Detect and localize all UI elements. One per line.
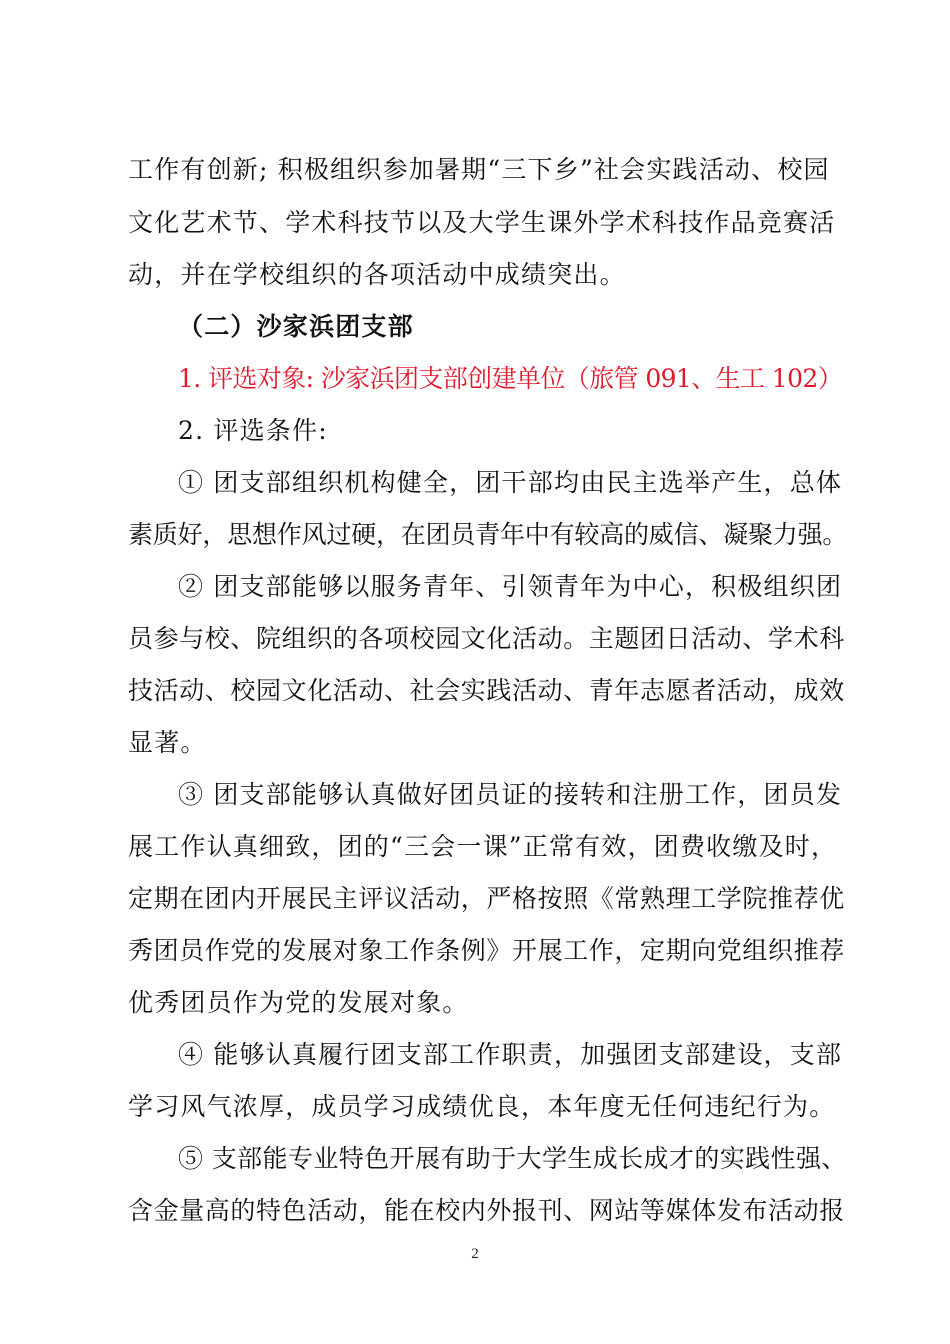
criterion-3-line: ③ 团支部能够认真做好团员证的接转和注册工作，团员发 <box>178 780 843 809</box>
paragraph-line: 文化艺术节、学术科技节以及大学生课外学术科技作品竞赛活 <box>128 208 836 237</box>
criterion-2-line: ② 团支部能够以服务青年、引领青年为中心，积极组织团 <box>178 572 843 601</box>
criterion-3-line: 秀团员作党的发展对象工作条例》开展工作，定期向党组织推荐 <box>128 936 845 965</box>
criterion-4-line: ④ 能够认真履行团支部工作职责，加强团支部建设，支部 <box>178 1040 843 1069</box>
evaluation-criteria-label: 2. 评选条件: <box>178 416 328 445</box>
criterion-4-line: 学习风气浓厚，成员学习成绩优良，本年度无任何违纪行为。 <box>128 1092 836 1121</box>
evaluation-target-line: 1. 评选对象: 沙家浜团支部创建单位（旅管 091、生工 102） <box>178 364 843 393</box>
criterion-5-line: 含金量高的特色活动，能在校内外报刊、网站等媒体发布活动报 <box>128 1196 845 1225</box>
criterion-1-line: ① 团支部组织机构健全，团干部均由民主选举产生，总体 <box>178 468 843 497</box>
section-heading: （二）沙家浜团支部 <box>178 312 414 341</box>
criterion-2-line: 员参与校、院组织的各项校园文化活动。主题团日活动、学术科 <box>128 624 845 653</box>
criterion-5-line: ⑤ 支部能专业特色开展有助于大学生成长成才的实践性强、 <box>178 1144 847 1173</box>
criterion-1-line: 素质好，思想作风过硬，在团员青年中有较高的威信、凝聚力强。 <box>128 520 848 549</box>
paragraph-line: 工作有创新; 积极组织参加暑期“三下乡”社会实践活动、校园 <box>128 155 830 184</box>
criterion-2-line: 技活动、校园文化活动、社会实践活动、青年志愿者活动，成效 <box>128 676 845 705</box>
criterion-2-line: 显著。 <box>128 728 207 757</box>
paragraph-line: 动，并在学校组织的各项活动中成绩突出。 <box>128 260 626 289</box>
criterion-3-line: 展工作认真细致，团的“三会一课”正常有效，团费收缴及时， <box>128 832 838 861</box>
criterion-3-line: 优秀团员作为党的发展对象。 <box>128 988 469 1017</box>
criterion-3-line: 定期在团内开展民主评议活动，严格按照《常熟理工学院推荐优 <box>128 884 845 913</box>
page-number: 2 <box>471 1246 479 1262</box>
